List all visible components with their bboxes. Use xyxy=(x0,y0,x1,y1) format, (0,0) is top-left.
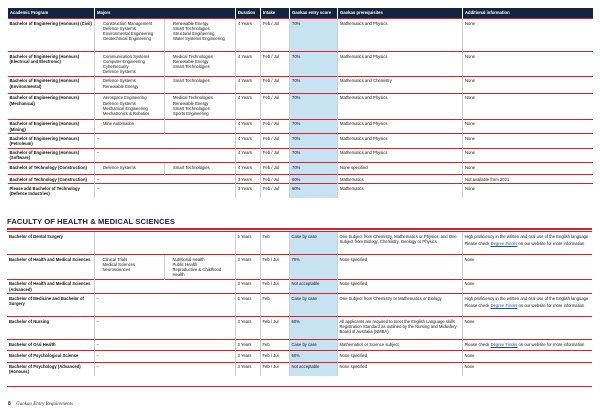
majors-cell: – xyxy=(94,317,235,340)
intake: Feb / Jul xyxy=(260,362,289,376)
major-item: • Defence Systems xyxy=(103,165,162,170)
major-item: • Environmental Engineering xyxy=(103,31,162,36)
gaokao-score: 70% xyxy=(290,76,338,93)
duration: 4 Years xyxy=(236,93,261,119)
info-text: High proficiency in the written and oral use of the English language xyxy=(464,233,589,239)
prerequisites: All applicants are required to meet the English Language skills Registration Standard as outlined by the Nursing and Midwifery Board of Australia (NMBA) xyxy=(337,317,462,340)
majors-list xyxy=(97,165,162,170)
table-row xyxy=(7,294,592,317)
intake: Feb / Jul xyxy=(261,148,290,162)
major-item: • Reproductive & Childhood Health xyxy=(173,267,233,277)
gaokao-score: 70% xyxy=(290,19,338,52)
engineering-table xyxy=(7,8,593,198)
majors-col-1 xyxy=(95,19,165,52)
additional-info: None xyxy=(463,163,593,175)
duration: 3 Years xyxy=(235,362,260,376)
document-title: Gaokao Entry Requirements xyxy=(16,402,73,407)
majors-col-1 xyxy=(95,163,165,175)
program-name: Bachelor of Engineering (Honours) (Software) xyxy=(8,148,95,162)
additional-info xyxy=(462,351,592,362)
major-item: • Smart Technologies xyxy=(173,64,233,69)
program-name: Bachelor of Engineering (Honours) (Mechanical) xyxy=(8,93,95,119)
intake: Feb / Jul xyxy=(261,119,290,133)
degree-finder-note: Please check Degree Finder on our website for more information xyxy=(464,240,585,246)
table-row xyxy=(8,119,593,133)
header-intake: Intake xyxy=(261,8,290,19)
major-item: • Defence Systems xyxy=(103,69,162,74)
majors-cell xyxy=(94,232,235,255)
intake: Feb / Jul xyxy=(261,19,290,52)
degree-finder-link[interactable]: Degree Finder xyxy=(490,240,518,246)
program-name: Bachelor of Engineering (Honours) (Mining) xyxy=(8,119,95,133)
major-item: • Construction Management xyxy=(103,21,162,26)
gaokao-score: 60% xyxy=(290,184,338,198)
intake: Feb / Jul xyxy=(261,52,290,77)
header-academic-program: Academic Program xyxy=(8,8,95,19)
prerequisites: Mathematics and Physics xyxy=(338,134,463,148)
major-item: • Structural Engineering xyxy=(173,31,233,36)
gaokao-score: Case by case xyxy=(289,294,337,317)
intake: Feb xyxy=(260,232,289,255)
majors-col-2 xyxy=(165,76,236,93)
header-duration: Duration xyxy=(236,8,261,19)
info-text: None xyxy=(464,364,475,370)
duration: 5 Years xyxy=(235,232,260,255)
degree-finder-note: Please check Degree Finder on our website for more information xyxy=(464,302,585,308)
duration: 4 Years xyxy=(236,52,261,77)
duration: 3 Years xyxy=(235,255,260,280)
majors-cell: – xyxy=(95,184,236,198)
prerequisites: Mathematics and Physics xyxy=(338,93,463,119)
intake: Feb / Jul xyxy=(261,175,290,184)
gaokao-score: 70% xyxy=(290,119,338,133)
major-item: • Medical Sciences xyxy=(103,262,162,267)
duration: 4 Years xyxy=(236,19,261,52)
intake: Feb / Jul xyxy=(261,134,290,148)
duration: 4 Years xyxy=(236,134,261,148)
majors-col-1 xyxy=(94,255,164,280)
majors-cell: – xyxy=(94,340,235,351)
major-item: • Medical Technologies xyxy=(173,54,233,59)
majors-cell: – xyxy=(95,148,236,162)
additional-info: None xyxy=(463,93,593,119)
program-name: Bachelor of Engineering (Honours) (Civil) xyxy=(8,19,95,52)
major-item: • Smart Technologies xyxy=(173,165,233,170)
major-item: • Clinical Trials xyxy=(103,257,162,262)
table-row xyxy=(8,76,593,93)
majors-col-2 xyxy=(164,255,235,280)
intake: Feb / Jul xyxy=(261,184,290,198)
majors-list xyxy=(167,21,233,42)
table-row xyxy=(8,134,593,148)
program-name: Bachelor of Nursing xyxy=(7,317,94,340)
prerequisites: Mathematics and Physics xyxy=(338,119,463,133)
majors-list xyxy=(167,78,233,83)
additional-info: None xyxy=(463,76,593,93)
gaokao-score: Case by case xyxy=(289,232,337,255)
majors-list xyxy=(167,54,233,70)
prerequisites: Mathematics xyxy=(338,175,463,184)
duration: 4 Years xyxy=(236,119,261,133)
page-footer xyxy=(8,401,73,407)
major-item: • Cybersecurity xyxy=(103,64,162,69)
table-row xyxy=(7,362,592,376)
majors-cell: – xyxy=(94,294,235,317)
prerequisites: None specified xyxy=(338,163,463,175)
gaokao-score: Not acceptable xyxy=(289,279,337,293)
additional-info: None xyxy=(463,19,593,52)
program-name: Please add Bachelor of Technology (Defence Industries) xyxy=(8,184,95,198)
major-item: • Renewable Energy xyxy=(103,84,162,89)
prerequisites: Mathematics xyxy=(338,184,463,198)
duration: 4 Years xyxy=(236,76,261,93)
prerequisites: None specified xyxy=(337,351,462,362)
table-row xyxy=(7,317,592,340)
duration: 3 Years xyxy=(235,279,260,293)
gaokao-score: Case by case xyxy=(289,340,337,351)
majors-cell xyxy=(94,279,235,293)
majors-cell: – xyxy=(95,175,236,184)
header-gaokao-prerequisites: Gaokao prerequisites xyxy=(338,8,463,19)
majors-col-1 xyxy=(95,76,165,93)
additional-info xyxy=(462,279,592,293)
intake: Feb xyxy=(260,340,289,351)
majors-col-1 xyxy=(95,52,165,77)
duration: 6 Years xyxy=(235,294,260,317)
major-item: • Public Health xyxy=(173,262,233,267)
program-name: Bachelor of Psychological Science xyxy=(7,351,94,362)
table-row xyxy=(7,279,592,293)
prerequisites: One Subject from Chemistry, Mathematics or Physics; and One Subject from Biology, Chemistry, Geology or Physics xyxy=(337,232,462,255)
additional-info xyxy=(462,362,592,376)
table-row xyxy=(8,93,593,119)
duration: 3 Years xyxy=(235,351,260,362)
intake: Feb / Jul xyxy=(261,163,290,175)
intake: Feb / Jul xyxy=(261,76,290,93)
majors-cell: – xyxy=(95,134,236,148)
additional-info xyxy=(462,294,592,317)
majors-list xyxy=(167,95,233,116)
gaokao-score: 70% xyxy=(290,163,338,175)
info-text: None xyxy=(464,318,475,324)
program-name: Bachelor of Oral Health xyxy=(7,340,94,351)
duration: 3 Years xyxy=(235,340,260,351)
prerequisites: None specified xyxy=(337,362,462,376)
degree-finder-note: Please check Degree Finder on our website for more information xyxy=(464,341,585,347)
program-name: Bachelor of Health and Medical Sciences xyxy=(7,255,94,280)
additional-info xyxy=(462,317,592,340)
bottom-divider xyxy=(7,386,592,387)
table-row xyxy=(7,255,592,280)
duration: 3 Years xyxy=(236,184,261,198)
program-name: Bachelor of Engineering (Honours) (Environmental) xyxy=(8,76,95,93)
majors-list xyxy=(97,257,162,273)
majors-col-1 xyxy=(95,119,165,133)
majors-list xyxy=(97,21,162,42)
majors-list xyxy=(97,121,162,126)
info-text: High proficiency in the written and oral use of the English language xyxy=(464,295,589,301)
additional-info xyxy=(462,340,592,351)
intake: Feb / Jul xyxy=(260,279,289,293)
degree-finder-link[interactable]: Degree Finder xyxy=(490,341,518,347)
table-row xyxy=(8,163,593,175)
program-name: Bachelor of Health and Medical Sciences (Advanced) xyxy=(7,279,94,293)
table-row xyxy=(8,175,593,184)
gaokao-score: 70% xyxy=(290,148,338,162)
intake: Feb / Jul xyxy=(260,351,289,362)
major-item: • Defence Systems xyxy=(103,78,162,83)
major-item: • Computer Engineering xyxy=(103,59,162,64)
major-item: • Mine Automation xyxy=(103,121,162,126)
major-item: • Smart Technologies xyxy=(173,106,233,111)
major-item: • Communication Systems xyxy=(103,54,162,59)
faculty-divider xyxy=(7,228,592,230)
duration: 4 Years xyxy=(236,163,261,175)
prerequisites: Mathematics and Physics xyxy=(338,52,463,77)
header-gaokao-entry-score: Gaokao entry score xyxy=(290,8,338,19)
prerequisites: Mathematics and Chemistry xyxy=(338,76,463,93)
additional-info xyxy=(462,255,592,280)
intake: Feb / Jul xyxy=(260,255,289,280)
duration: 3 Years xyxy=(236,175,261,184)
additional-info: None xyxy=(463,184,593,198)
prerequisites: None specified xyxy=(337,279,462,293)
table-row xyxy=(7,340,592,351)
major-item: • Smart Technologies xyxy=(173,26,233,31)
majors-list xyxy=(167,257,233,278)
program-name: Bachelor of Engineering (Honours) (Electrical and Electronic) xyxy=(8,52,95,77)
majors-list xyxy=(97,95,162,116)
majors-col-2 xyxy=(165,119,236,133)
major-item: • Renewable Energy xyxy=(173,101,233,106)
table-header-row xyxy=(8,8,593,19)
majors-list xyxy=(97,54,162,75)
major-item: • Renewable Energy xyxy=(173,21,233,26)
majors-list xyxy=(167,165,233,170)
major-item: • Defence Systems xyxy=(103,26,162,31)
majors-col-2 xyxy=(165,163,236,175)
table-row xyxy=(8,19,593,52)
program-name: Bachelor of Technology (Construction) xyxy=(8,163,95,175)
majors-col-2 xyxy=(165,52,236,77)
info-text: None xyxy=(464,352,475,358)
duration: 3 Years xyxy=(235,317,260,340)
major-item: • Aerospace Engineering xyxy=(103,95,162,100)
intake: Feb xyxy=(260,294,289,317)
majors-cell: – xyxy=(94,351,235,362)
majors-col-2 xyxy=(165,19,236,52)
majors-list xyxy=(97,78,162,88)
prerequisites: One Subject from Chemistry or Mathematics or Biology xyxy=(337,294,462,317)
prerequisites: None specified xyxy=(337,255,462,280)
table-row xyxy=(8,52,593,77)
prerequisites: Mathematics and Physics xyxy=(338,148,463,162)
degree-finder-link[interactable]: Degree Finder xyxy=(490,302,518,308)
program-name: Bachelor of Dental Surgery xyxy=(7,232,94,255)
program-name: Bachelor of Technology (Construction) xyxy=(8,175,95,184)
major-item: • Geotechnical Engineering xyxy=(103,36,162,41)
additional-info: None xyxy=(463,52,593,77)
info-text: None xyxy=(464,281,475,287)
major-item: • Mechatronics & Robotics xyxy=(103,111,162,116)
gaokao-score: 70% xyxy=(290,52,338,77)
additional-info: None xyxy=(463,119,593,133)
gaokao-score: 60% xyxy=(289,317,337,340)
major-item: • Smart Technologies xyxy=(173,78,233,83)
header-majors: Majors xyxy=(95,8,236,19)
majors-col-2 xyxy=(165,93,236,119)
intake: Feb / Jul xyxy=(261,93,290,119)
gaokao-score: 60% xyxy=(290,175,338,184)
majors-col-1 xyxy=(95,93,165,119)
program-name: Bachelor of Engineering (Honours) (Petroleum) xyxy=(8,134,95,148)
major-item: • Mechanical Engineering xyxy=(103,106,162,111)
major-item: • Water Systems Engineering xyxy=(173,36,233,41)
gaokao-score: 70% xyxy=(289,255,337,280)
prerequisites: Mathematics and Physics xyxy=(338,19,463,52)
intake: Feb / Jul xyxy=(260,317,289,340)
program-name: Bachelor of Psychology (Advanced) (Honours) xyxy=(7,362,94,376)
prerequisites: Mathematics or Science subject xyxy=(337,340,462,351)
additional-info xyxy=(462,232,592,255)
program-name: Bachelor of Medicine and Bachelor of Surgery xyxy=(7,294,94,317)
major-item: • Nutritional Health xyxy=(173,257,233,262)
health-table xyxy=(7,231,592,376)
header-additional-information: Additional information xyxy=(463,8,593,19)
majors-cell: – xyxy=(94,362,235,376)
page-number: 8 xyxy=(8,401,11,407)
major-item: • Renewable Energy xyxy=(173,59,233,64)
table-row xyxy=(8,184,593,198)
major-item: • Neurosciences xyxy=(103,267,162,272)
additional-info: None xyxy=(463,134,593,148)
major-item: • Defence Systems xyxy=(103,101,162,106)
gaokao-score: Not acceptable xyxy=(289,362,337,376)
additional-info: Not available from 2021 xyxy=(463,175,593,184)
major-item: • Sports Engineering xyxy=(173,111,233,116)
faculty-heading: FACULTY OF HEALTH & MEDICAL SCIENCES xyxy=(7,217,175,226)
gaokao-score: 70% xyxy=(290,93,338,119)
table-row xyxy=(7,232,592,255)
info-text: None xyxy=(464,256,475,262)
additional-info: None xyxy=(463,148,593,162)
gaokao-score: 60% xyxy=(289,351,337,362)
table-row xyxy=(8,148,593,162)
major-item: • Medical Technologies xyxy=(173,95,233,100)
gaokao-score: 70% xyxy=(290,134,338,148)
duration: 4 Years xyxy=(236,148,261,162)
table-row xyxy=(7,351,592,362)
